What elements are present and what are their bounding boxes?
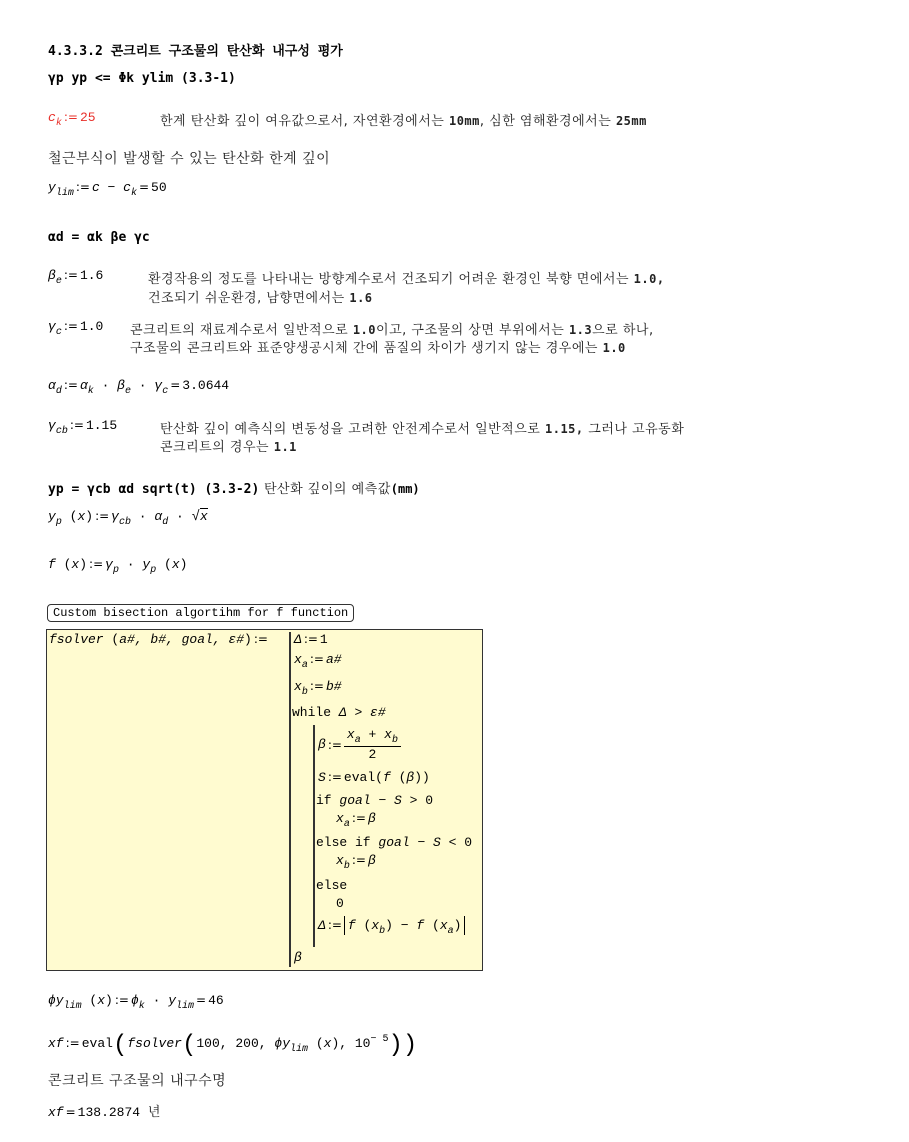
program-bar-while: [313, 725, 315, 947]
f-function-definition[interactable]: f (x) := $\gamma_p \cdot y_p$ (x): [48, 557, 188, 576]
gamma-c-definition[interactable]: $\gamma_c$ := 1.0: [48, 319, 104, 338]
program-bar-outer: [289, 632, 291, 967]
stmt-delta-update[interactable]: Δ := f $(x_b) - f$ $(x_a)$: [318, 918, 465, 937]
xf-eval-definition[interactable]: xf := eval(fsolver(100, 200, $\phi y_{lim}$ (x), $10^{- 5}$)): [48, 1032, 418, 1059]
gamma-cb-description-2: 콘크리트의 경우는 1.1: [160, 440, 297, 455]
gamma-cb-definition[interactable]: $\gamma_{cb}$ := 1.15: [48, 418, 118, 437]
service-life-text: 콘크리트 구조물의 내구수명: [48, 1073, 227, 1089]
stmt-if[interactable]: if goal − S > 0: [316, 793, 434, 808]
gamma-cb-description-1: 탄산화 깊이 예측식의 변동성을 고려한 안전계수로서 일반적으로 1.15, 그러나 고유동화: [160, 422, 685, 437]
stmt-s-eval[interactable]: S := eval(f (β)): [318, 770, 430, 785]
equation-3-3-1: γp yp <= Φk ylim (3.3-1): [48, 71, 236, 86]
stmt-return-beta[interactable]: β: [294, 950, 302, 965]
stmt-else-zero[interactable]: 0: [336, 896, 344, 911]
fsolver-program-block[interactable]: [46, 629, 483, 971]
section-heading-text: 4.3.3.2 콘크리트 구조물의 탄산화 내구성 평가: [48, 44, 343, 59]
gamma-c-description-2: 구조물의 콘크리트와 표준양생공시체 간에 품질의 차이가 생기지 않는 경우에는 1.0: [130, 341, 626, 356]
stmt-xb-update[interactable]: $x_b$ := β: [336, 853, 376, 872]
stmt-else-if[interactable]: else if goal − S < 0: [316, 835, 473, 850]
phi-ylim-definition[interactable]: $\phi y_{lim}$ (x) := $\phi_k \cdot y_{lim} = 46$: [48, 993, 224, 1012]
xf-result[interactable]: xf = 138.2874 년: [48, 1105, 161, 1120]
region-label[interactable]: Custom bisection algortihm for f function: [47, 604, 354, 622]
ad-formula: αd = αk βe γc: [48, 230, 150, 245]
stmt-xa-update[interactable]: $x_a$ := β: [336, 811, 376, 830]
stmt-delta-init[interactable]: Δ := 1: [294, 632, 328, 647]
beta-e-definition[interactable]: $\beta_e$ := 1.6: [48, 268, 104, 287]
stmt-xa-init[interactable]: $x_a$ := a#: [294, 652, 342, 671]
ylim-definition[interactable]: $y_{lim}$ := $c - c_k = 50$: [48, 180, 167, 199]
alpha-d-definition[interactable]: $\alpha_d$ := $\alpha_k \cdot \beta_e \cdot \gamma_c = 3.0644$: [48, 378, 230, 397]
section-heading: [48, 40, 343, 59]
ck-definition[interactable]: $c_k$ := 25: [48, 110, 96, 129]
beta-e-description-1: 환경작용의 정도를 나타내는 방향계수로서 건조되기 어려운 환경인 북향 면에서는 1.0,: [148, 272, 665, 287]
stmt-beta-midpoint[interactable]: β := $\frac{x_a + x_b}{2}$: [318, 727, 401, 762]
fsolver-signature[interactable]: fsolver (a#, b#, goal, ε#) :=: [49, 632, 268, 647]
ck-description: 한계 탄산화 깊이 여유값으로서, 자연환경에서는 10mm, 심한 염해환경에서는 25mm: [160, 114, 647, 129]
equation-3-3-2: yp = γcb αd sqrt(t) (3.3-2) 탄산화 깊이의 예측값(mm): [48, 482, 420, 497]
limit-depth-text: 철근부식이 발생할 수 있는 탄산화 한계 깊이: [48, 151, 331, 167]
gamma-c-description-1: 콘크리트의 재료계수로서 일반적으로 1.0이고, 구조물의 상면 부위에서는 1.3으로 하나,: [130, 323, 654, 338]
stmt-while[interactable]: while Δ > ε#: [292, 705, 386, 720]
stmt-xb-init[interactable]: $x_b$ := b#: [294, 679, 342, 698]
stmt-else[interactable]: else: [316, 878, 348, 893]
beta-e-description-2: 건조되기 쉬운환경, 남향면에서는 1.6: [148, 291, 373, 306]
yp-function-definition[interactable]: $y_p$ (x) := $\gamma_{cb} \cdot \alpha_d \cdot √x$: [48, 509, 208, 528]
